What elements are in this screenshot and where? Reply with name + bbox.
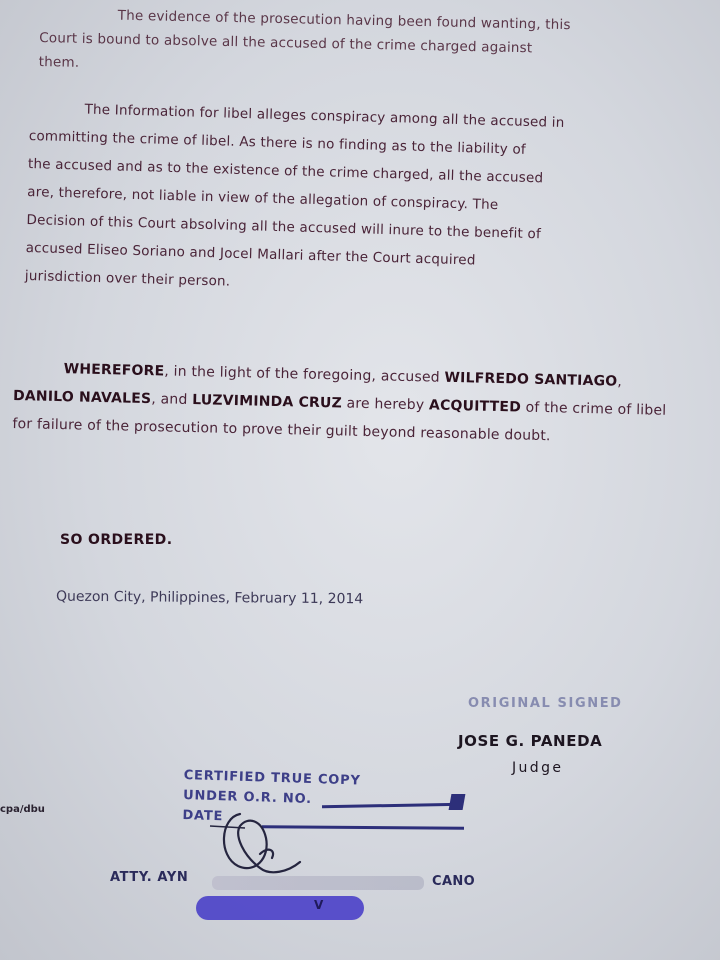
- acquitted-keyword: ACQUITTED: [428, 397, 522, 416]
- so-ordered: SO ORDERED.: [60, 532, 173, 548]
- paragraph-line: committing the crime of libel. As there is no finding as to the liability of: [28, 127, 527, 158]
- redacted-text: [212, 876, 424, 890]
- paragraph-text: , and: [151, 391, 188, 408]
- stamp-certified: CERTIFIED TRUE COPY: [183, 767, 361, 789]
- attorney-name: ATTY. AYN: [110, 870, 189, 885]
- paragraph-line: Decision of this Court absolving all the accused will inure to the benefit of: [26, 211, 542, 243]
- stamp-or-number: UNDER O.R. NO.: [182, 787, 313, 808]
- judge-name: JOSE G. PANEDA: [458, 732, 603, 750]
- stamp-mark: [449, 794, 466, 810]
- accused-name: DANILO NAVALES: [12, 387, 152, 408]
- dateline: Quezon City, Philippines, February 11, 2014: [55, 588, 364, 608]
- accused-name: WILFREDO SANTIAGO: [444, 369, 618, 390]
- paragraph-text: of the crime of libel for failure of the prosecution to prove their guilt beyond reasonable doubt.: [12, 399, 667, 445]
- accused-name: LUZVIMINDA CRUZ: [192, 392, 343, 412]
- redaction-blot: [196, 896, 364, 920]
- paragraph-text: ,: [617, 373, 623, 390]
- paragraph-line: The Information for libel alleges conspiracy among all the accused in: [84, 101, 565, 131]
- wherefore-keyword: WHEREFORE: [63, 361, 165, 380]
- handwritten-signature: [200, 796, 310, 886]
- paragraph-wherefore: [12, 354, 684, 453]
- paragraph-text: are hereby: [346, 395, 425, 414]
- paragraph-text: , in the light of the foregoing, accused: [164, 363, 441, 386]
- stamp-date: DATE: [182, 807, 224, 825]
- paragraph-line: jurisdiction over their person.: [24, 267, 231, 290]
- paragraph-absolution: [38, 2, 659, 87]
- judge-title: Judge: [512, 760, 564, 776]
- original-signed-stamp: ORIGINAL SIGNED: [468, 696, 623, 711]
- paragraph-line: are, therefore, not liable in view of the allegation of conspiracy. The: [27, 183, 499, 214]
- typist-initials: cpa/dbu: [0, 804, 45, 815]
- blot-tail-text: V: [314, 898, 324, 912]
- paragraph-line: The evidence of the prosecution having been found wanting, this: [117, 7, 571, 34]
- paragraph-conspiracy: [25, 94, 675, 308]
- attorney-name-tail: CANO: [432, 874, 476, 889]
- paragraph-line: them.: [38, 53, 80, 71]
- paragraph-line: accused Eliseo Soriano and Jocel Mallari after the Court acquired: [25, 239, 476, 269]
- paragraph-line: the accused and as to the existence of the crime charged, all the accused: [27, 155, 544, 187]
- paragraph-line: Court is bound to absolve all the accused of the crime charged against: [39, 29, 533, 57]
